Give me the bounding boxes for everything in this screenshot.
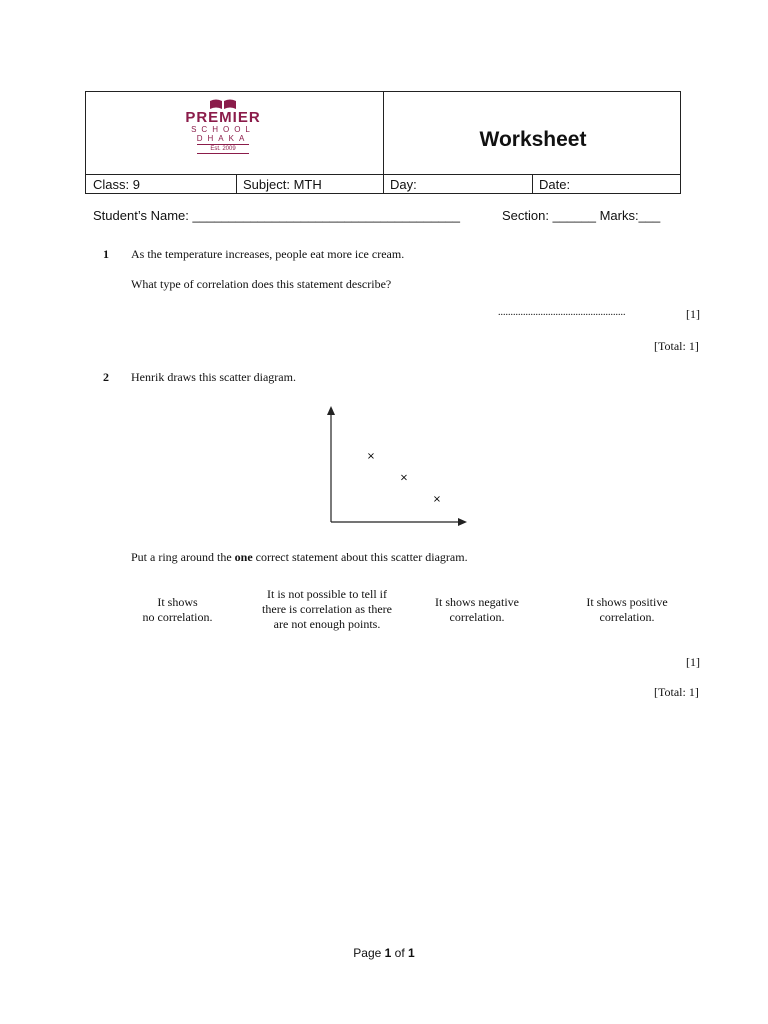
question-2-instruction xyxy=(131,550,468,565)
class-cell: Class: 9 xyxy=(93,177,140,192)
footer-prefix: Page xyxy=(353,946,385,960)
section-marks-field[interactable]: Section: ______ Marks:___ xyxy=(502,208,661,223)
x-axis-arrow xyxy=(458,518,467,526)
option-no-correlation[interactable] xyxy=(120,595,235,625)
instruction-bold: one xyxy=(234,550,253,564)
book-icon xyxy=(208,97,238,109)
option-line: correlation. xyxy=(599,610,655,624)
logo-est: Est. 2009 xyxy=(197,144,249,154)
question-1-total: [Total: 1] xyxy=(654,339,699,353)
page-footer xyxy=(0,946,768,960)
answer-line[interactable]: ................................................... xyxy=(498,307,626,318)
option-line: It shows negative xyxy=(435,595,519,609)
option-line: there is correlation as there xyxy=(262,602,392,616)
scatter-diagram xyxy=(320,400,470,530)
instruction-post: correct statement about this scatter diagram. xyxy=(252,550,468,564)
logo-word-dhaka: DHAKA xyxy=(196,134,250,143)
page-title: Worksheet xyxy=(479,128,587,151)
option-line: It is not possible to tell if xyxy=(267,587,387,601)
question-2-mark: [1] xyxy=(686,655,700,669)
logo-word-school: SCHOOL xyxy=(191,125,255,134)
y-axis-arrow xyxy=(327,406,335,415)
instruction-pre: Put a ring around the xyxy=(131,550,235,564)
footer-page-num: 1 xyxy=(384,946,392,960)
student-name-field[interactable]: Student’s Name: _____________________________________ xyxy=(93,208,460,223)
question-2-text: Henrik draws this scatter diagram. xyxy=(131,370,296,384)
footer-of: of xyxy=(391,946,409,960)
option-positive[interactable] xyxy=(567,595,687,625)
option-line: It shows xyxy=(157,595,198,609)
option-line: It shows positive xyxy=(586,595,668,609)
question-1-prompt: What type of correlation does this statement describe? xyxy=(131,277,392,291)
footer-page-total: 1 xyxy=(408,946,415,960)
date-cell: Date: xyxy=(539,177,571,192)
option-negative[interactable] xyxy=(417,595,537,625)
question-1-mark: [1] xyxy=(686,307,700,321)
scatter-point-1: × xyxy=(366,451,376,462)
question-2-number: 2 xyxy=(103,370,109,384)
logo-word-premier: PREMIER xyxy=(185,109,261,126)
subject-cell: Subject: MTH xyxy=(243,177,322,192)
scatter-point-3: × xyxy=(432,494,442,505)
option-line: no correlation. xyxy=(142,610,213,624)
question-1-number: 1 xyxy=(103,247,109,261)
option-line: correlation. xyxy=(449,610,505,624)
question-1-text: As the temperature increases, people eat more ice cream. xyxy=(131,247,405,261)
day-cell: Day: xyxy=(390,177,417,192)
scatter-point-2: × xyxy=(399,472,409,484)
option-not-possible[interactable] xyxy=(247,587,407,632)
school-logo xyxy=(183,97,263,159)
option-line: are not enough points. xyxy=(273,617,381,631)
question-2-total: [Total: 1] xyxy=(654,685,699,699)
